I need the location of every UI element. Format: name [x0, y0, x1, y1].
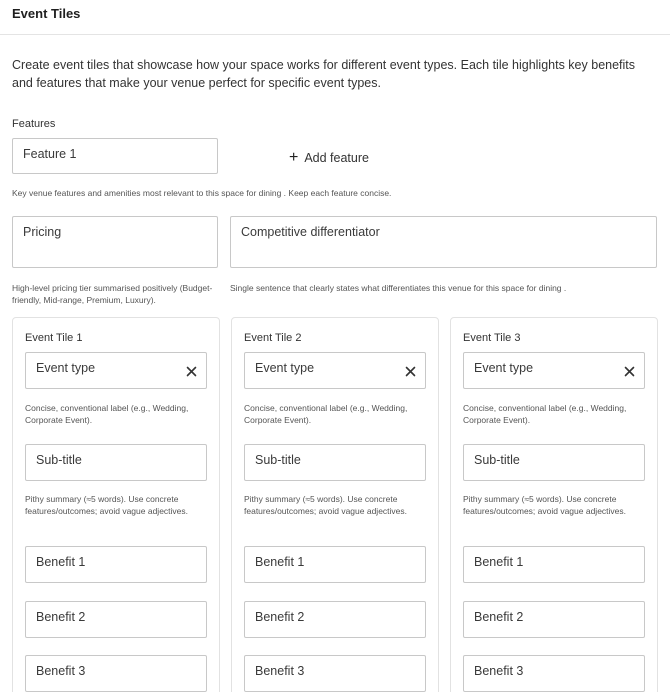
event-type-input[interactable] — [244, 352, 426, 389]
event-tile-3 — [450, 317, 658, 692]
benefit-2-placeholder: Benefit 2 — [36, 610, 86, 624]
feature-1-input[interactable] — [12, 138, 218, 174]
features-hint: Key venue features and amenities most relevant to this space for dining . Keep each feature concise. — [12, 188, 392, 198]
benefit-2-placeholder: Benefit 2 — [474, 610, 524, 624]
subtitle-input[interactable] — [25, 444, 207, 481]
subtitle-input[interactable] — [244, 444, 426, 481]
benefit-1-input[interactable] — [25, 546, 207, 583]
add-feature-label: Add feature — [304, 151, 369, 165]
event-tile-2 — [231, 317, 439, 692]
add-feature-button[interactable] — [289, 148, 369, 168]
event-tile-1 — [12, 317, 220, 692]
competitive-differentiator-input[interactable] — [230, 216, 657, 268]
features-label: Features — [12, 118, 56, 130]
event-type-hint: Concise, conventional label (e.g., Wedding, Corporate Event). — [244, 403, 408, 425]
benefit-1-placeholder: Benefit 1 — [474, 555, 524, 569]
event-type-input[interactable] — [463, 352, 645, 389]
benefit-3-placeholder: Benefit 3 — [36, 664, 86, 678]
competitive-differentiator-placeholder: Competitive differentiator — [241, 225, 380, 239]
page-title: Event Tiles — [12, 6, 81, 21]
benefit-3-placeholder: Benefit 3 — [255, 664, 305, 678]
event-tile-title: Event Tile 2 — [244, 332, 302, 344]
event-type-hint: Concise, conventional label (e.g., Wedding, Corporate Event). — [25, 403, 189, 425]
subtitle-hint: Pithy summary (≈5 words). Use concrete features/outcomes; avoid vague adjectives. — [463, 494, 627, 516]
benefit-1-placeholder: Benefit 1 — [255, 555, 305, 569]
benefit-3-placeholder: Benefit 3 — [474, 664, 524, 678]
event-type-input[interactable] — [25, 352, 207, 389]
benefit-3-input[interactable] — [244, 655, 426, 692]
plus-icon: + — [289, 149, 299, 166]
subtitle-placeholder: Sub-title — [474, 453, 520, 467]
benefit-3-input[interactable] — [463, 655, 645, 692]
event-tile-title: Event Tile 1 — [25, 332, 83, 344]
benefit-3-input[interactable] — [25, 655, 207, 692]
benefit-2-input[interactable] — [244, 601, 426, 638]
subtitle-hint: Pithy summary (≈5 words). Use concrete features/outcomes; avoid vague adjectives. — [244, 494, 408, 516]
benefit-2-placeholder: Benefit 2 — [255, 610, 305, 624]
pricing-placeholder: Pricing — [23, 225, 62, 239]
pricing-hint: High-level pricing tier summarised positively (Budget-friendly, Mid-range, Premium, Luxury). — [12, 283, 213, 305]
benefit-2-input[interactable] — [463, 601, 645, 638]
benefit-1-placeholder: Benefit 1 — [36, 555, 86, 569]
benefit-1-input[interactable] — [463, 546, 645, 583]
panel-header — [0, 0, 670, 35]
close-icon[interactable] — [401, 362, 419, 380]
feature-1-placeholder: Feature 1 — [23, 147, 77, 161]
pricing-input[interactable] — [12, 216, 218, 268]
event-type-placeholder: Event type — [255, 361, 315, 375]
event-type-placeholder: Event type — [474, 361, 534, 375]
event-type-hint: Concise, conventional label (e.g., Wedding, Corporate Event). — [463, 403, 627, 425]
benefit-1-input[interactable] — [244, 546, 426, 583]
event-type-placeholder: Event type — [36, 361, 96, 375]
subtitle-hint: Pithy summary (≈5 words). Use concrete features/outcomes; avoid vague adjectives. — [25, 494, 189, 516]
benefit-2-input[interactable] — [25, 601, 207, 638]
event-tile-title: Event Tile 3 — [463, 332, 521, 344]
subtitle-placeholder: Sub-title — [255, 453, 301, 467]
intro-text: Create event tiles that showcase how your space works for different event types. Each tile highlights key benefits and features that make your venue perfect for specific event types. — [12, 58, 636, 90]
close-icon[interactable] — [182, 362, 200, 380]
subtitle-placeholder: Sub-title — [36, 453, 82, 467]
differentiator-hint: Single sentence that clearly states what differentiates this venue for this space for dining . — [230, 283, 567, 293]
close-icon[interactable] — [620, 362, 638, 380]
subtitle-input[interactable] — [463, 444, 645, 481]
